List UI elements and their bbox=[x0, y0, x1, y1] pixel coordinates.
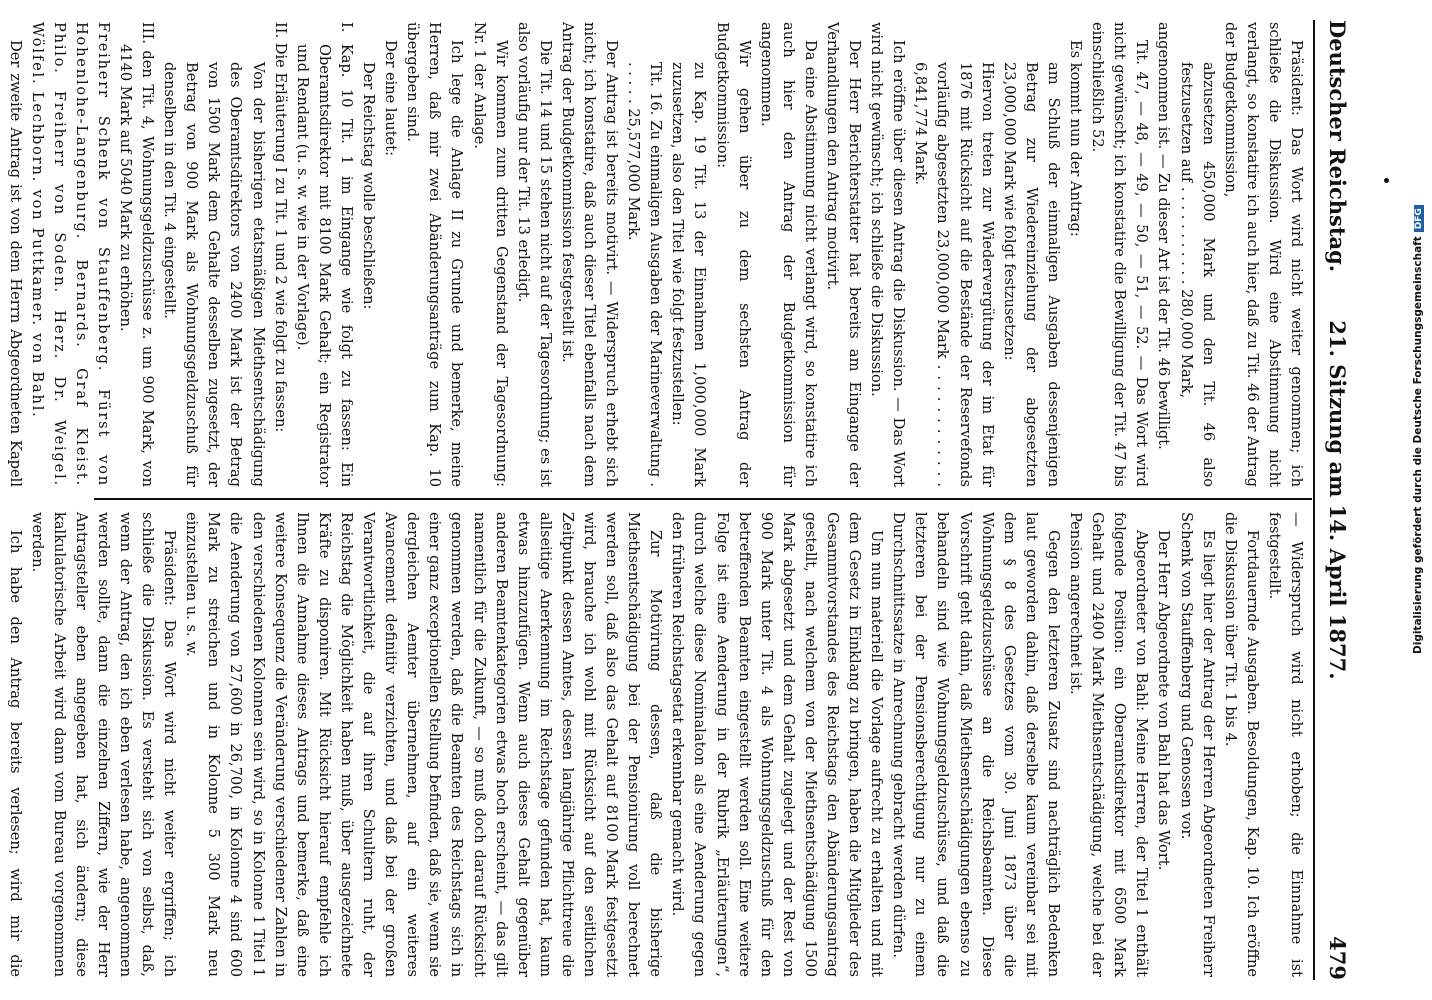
paragraph: Präsident: Das Wort wird nicht weiter ergriffen; ich schließe die Diskussion. Es versteht sich von selbst, daß, wenn der Antrag, den ich eben verlesen habe, angenommen werden sollte, dann die einzelnen Ziffern, wie der Herr Antragsteller eben angegeben hat, sich ändern; diese kalkulatorische Arbeit wird dann vom Bureau vorgenommen werden. bbox=[28, 512, 179, 977]
paragraph: II. Die Erläuterung I zu Tit. 1 und 2 wie folgt zu fassen: bbox=[271, 22, 289, 433]
paragraph: Es kommt nun der Antrag: bbox=[1067, 40, 1085, 237]
paragraph: Der Antrag ist bereits motivirt. — Widerspruch erhebt sich nicht; ich konstatire, daß auch dieser Titel ebenfalls nach dem Antrag der Budgetkommission festgestellt ist. bbox=[558, 22, 621, 487]
paragraph: Die Tit. 14 und 15 stehen nicht auf der Tagesordnung; es ist also vorläufig nur der Tit. 13 erledigt. bbox=[514, 22, 554, 487]
page-header bbox=[1320, 20, 1350, 980]
paragraph: Ich eröffne über diesen Antrag die Diskussion. — Das Wort wird nicht gewünscht; ich schließe die Diskussion. bbox=[868, 22, 908, 487]
paragraph: am Schluß der einmaligen Ausgaben dessenjenigen Betrag zur Wiedereinziehung der abgesetzten 23,000,000 Mark wie folgt festzusetzen: bbox=[1000, 62, 1062, 487]
paragraph: Tit. 16. Zu einmaligen Ausgaben der Marineverwaltung . . . . . . 25,577,000 Mark. bbox=[625, 62, 665, 487]
paragraph: Es liegt hier der Antrag der Herren Abgeordneten Freiherr Schenk von Stauffenberg und Genossen vor. bbox=[1177, 512, 1217, 977]
paragraph: I. Kap. 10 Tit. 1 im Eingange wie folgt zu fassen: Ein Oberamtsdirektor mit 8100 Mark Gehalt; ein Registrator und Rendant (u. s. w. wie in der Vorlage). bbox=[293, 22, 355, 487]
paragraph: Der Herr Abgeordnete von Bahl hat das Wort. bbox=[1155, 530, 1173, 871]
paragraph: Ich lege die Anlage II zu Grunde und bemerke, meine Herren, daß mir zwei Abänderungsanträge zum Kap. 10 übergeben sind. bbox=[404, 22, 466, 487]
dfg-logo: DFG bbox=[1414, 205, 1424, 232]
digitization-text: Digitalisierung gefördert durch die Deutsche Forschungsgemeinschaft bbox=[1412, 236, 1424, 654]
paragraph: — Widerspruch wird nicht erhoben; die Einnahme ist festgestellt. bbox=[1265, 512, 1305, 977]
paragraph: Der Reichstag wolle beschließen: bbox=[360, 62, 378, 310]
paragraph: zu Kap. 19 Tit. 13 der Einnahmen 1,000,000 Mark zuzusetzen, also den Titel wie folgt festzustellen: bbox=[669, 62, 709, 487]
ink-speck bbox=[1384, 178, 1389, 183]
paragraph: Da eine Abstimmung nicht verlangt wird, so konstatire ich auch hier den Antrag der Budgetkommission für angenommen. bbox=[757, 22, 819, 487]
paragraph: angenommen ist. — Zu dieser Art ist der Tit. 46 bewilligt. bbox=[1155, 22, 1173, 450]
section-heading: Fortdauernde Ausgaben. Besoldungen, Kap. 10. Ich eröffne die Diskussion über Tit. 1 bis 4. bbox=[1221, 512, 1261, 977]
page-number: 479 bbox=[1325, 936, 1350, 980]
paragraph: Abgeordneter von Bahl: Meine Herren, der Titel 1 enthält folgende Position: ein Oberamtsdirektor mit 6500 Mark Gehalt und 2400 Mark Miethsentschädigung, welche bei der Pension angerechnet ist. bbox=[1067, 512, 1151, 977]
paragraph: Von der bisherigen etatsmäßigen Miethsentschädigung des Oberamtsdirektors von 2400 Mark ist der Betrag von 1500 Mark dem Gehalte desselben zugesetzt, der Betrag von 900 Mark als Wohnungsgeldzuschuß für denselben in den Tit. 4 eingestellt. bbox=[161, 62, 267, 487]
paragraph: abzusetzen 450,000 Mark und den Tit. 46 also festzusetzen auf . . . . . . . . . . . 280,000 Mark, bbox=[1177, 62, 1217, 487]
paragraph: Der eine lautet: bbox=[382, 40, 400, 156]
signatories: Freiherr Schenk von Stauffenberg. Fürst von Hohenlohe-Langenburg. Bernards. Graf Kleist. Philo. Freiherr von Soden. Herz. Dr. Weigel. Wölfel. Lechborn. von Puttkamer. von Bahl. bbox=[28, 22, 112, 487]
header-center: 21. Sitzung am 14. April 1877. bbox=[1325, 320, 1350, 680]
paragraph: Präsident: Das Wort wird nicht weiter genommen; ich schließe die Diskussion. Wird eine Abstimmung nicht verlangt, so konstatire ich auch hier, daß zu Tit. 46 der Antrag der Budgetkommission, bbox=[1221, 22, 1305, 487]
paragraph: Gegen den letzteren Zusatz sind nachträglich Bedenken laut geworden dahin, daß derselbe kaum vereinbar sei mit dem § 8 des Gesetzes vom 30. Juni 1873 über die Wohnungsgeldzuschüsse an die Reichsbeamten. Diese Vorschrift geht dahin, daß Miethsentschädigungen ebenso zu behandeln sind wie Wohnungsgeldzuschüsse, und daß die letzteren bei der Pensionsberechtigung nur zu einem Durchschnittssatze in Anrechnung gebracht werden dürfen. bbox=[890, 512, 1062, 977]
paragraph: III. den Tit. 4, Wohnungsgeldzuschüsse z. um 900 Mark, von 4140 Mark auf 5040 Mark zu erhöhen. bbox=[117, 22, 157, 487]
paragraph: Tit. 47, — 48, — 49, — 50, — 51, — 52. — Das Wort wird nicht gewünscht; ich konstatire die Bewilligung der Tit. 47 bis einschließlich 52. bbox=[1089, 22, 1151, 487]
paragraph: Zur Motivirung dessen, daß die bisherige Miethsentschädigung bei der Pensionirung voll berechnet werden soll, daß also das Gehalt auf 8100 Mark festgesetzt wird, brauche ich wohl mit Rücksicht auf den seitlichen Zeitpunkt dessen Amtes, dessen langjährige Pflichttreue die allseitige Anerkennung im Reichstage gefunden hat, kaum etwas hinzuzufügen. Wenn auch dieses Gehalt gegenüber anderen Beamtenkategorien etwas hoch erscheint, — das gilt namentlich für die Zukunft, — so muß doch darauf Rücksicht genommen werden, daß die Beamten des Reichstags sich in einer ganz exceptionellen Stellung befinden, daß sie, wenn sie dergleichen Aemter übernehmen, auf ein weiteres Avancement definitiv verzichten, und daß bei der großen Verantwortlichkeit, die auf ihren Schultern ruht, der Reichstag die Möglichkeit haben muß, über ausgezeichnete Kräfte zu disponiren. Mit Rücksicht hierauf empfehle ich Ihnen die Annahme dieses Antrags und bemerke, daß eine weitere Konsequenz die Veränderung verschiedener Zahlen in den verschiedenen Kolonnen sein wird, so in Kolonne 1 Titel 1 die Aenderung von 27,600 in 26,700, in Kolonne 4 sind 600 Mark zu streichen und in Kolonne 5 300 Mark neu einzustellen u. s. w. bbox=[183, 512, 665, 977]
header-rule bbox=[1313, 20, 1315, 980]
paragraph: Der Herr Berichterstatter hat bereits am Eingange der Verhandlungen den Antrag motivirt. bbox=[824, 22, 864, 487]
paragraph: Um nun materiell die Vorlage aufrecht zu erhalten und mit dem Gesetz in Einklang zu bringen, haben die Mitglieder des Gesammtvorstandes des Reichstags den Abänderungsantrag gestellt, nach welchem von der Miethsentschädigung 1500 Mark abgesetzt und dem Gehalt zugelegt und der Rest von 900 Mark unter Tit. 4 als Wohnungsgeldzuschuß für den betreffenden Beamten eingestellt werden soll. Eine weitere Folge ist eine Aenderung in der Rubrik „Erläuterungen“, durch welche diese Nominalaton als eine Aenderung gegen den früheren Reichstagsetat erkennbar gemacht wird. bbox=[669, 512, 886, 977]
paragraph: Hiervon treten zur Wiedervergütung der im Etat für 1876 mit Rücksicht auf die Bestände der Reservefonds vorläufig abgesetzten 23,000,000 Mark . . . . . . . . . . . . 6,841,774 Mark. bbox=[912, 62, 996, 487]
paragraph: Ich habe den Antrag bereits verlesen; wird mir die bbox=[6, 530, 24, 977]
left-column bbox=[6, 22, 1307, 487]
right-column bbox=[6, 512, 1307, 977]
paragraph: Wir gehen über zu dem sechsten Antrag der Budgetkommission: bbox=[713, 22, 753, 487]
column-divider bbox=[94, 498, 1312, 500]
paragraph: Der zweite Antrag ist von dem Herrn Abgeordneten Kapell bbox=[6, 40, 24, 487]
paragraph: Wir kommen zum dritten Gegenstand der Tagesordnung: Nr. 1 der Anlage. bbox=[470, 22, 510, 487]
header-left: Deutscher Reichstag. bbox=[1325, 20, 1350, 273]
